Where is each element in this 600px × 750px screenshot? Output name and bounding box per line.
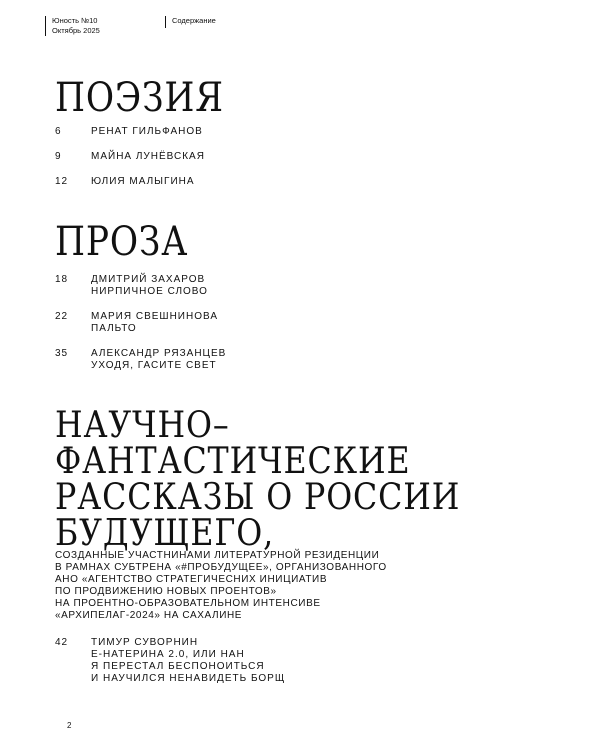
toc-entry[interactable]: [55, 274, 208, 298]
toc-page-number: 12: [55, 176, 69, 187]
scifi-title: [55, 405, 461, 554]
toc-work: Е-НАТЕРИНА 2.0, ИЛИ НАН: [91, 649, 245, 660]
issue-date: Октябрь 2025: [52, 26, 100, 35]
toc-entry[interactable]: [55, 126, 203, 138]
issue-info: [45, 16, 100, 36]
toc-work: УХОДЯ, ГАСИТЕ СВЕТ: [91, 360, 217, 371]
toc-author: АЛЕКСАНДР РЯЗАНЦЕВ: [91, 348, 227, 359]
poetry-title: ПОЭЗИЯ: [55, 75, 224, 121]
toc-page-number: 9: [55, 151, 62, 162]
page-number: 2: [67, 721, 72, 730]
scifi-title-line: РАССКАЗЫ О РОССИИ: [55, 477, 461, 518]
toc-entry[interactable]: [55, 637, 285, 685]
toc-page-number: 6: [55, 126, 62, 137]
toc-work: И НАУЧИЛСЯ НЕНАВИДЕТЬ БОРЩ: [91, 673, 286, 684]
scifi-subtitle: [55, 550, 387, 622]
toc-author: ТИМУР СУВОРНИН: [91, 637, 199, 648]
subtitle-line: ПО ПРОДВИЖЕНИЮ НОВЫХ ПРОЕНТОВ»: [55, 586, 277, 597]
toc-entry[interactable]: [55, 348, 226, 372]
subtitle-line: «АРХИПЕЛАГ-2024» НА САХАЛИНЕ: [55, 610, 243, 621]
toc-author: РЕНАТ ГИЛЬФАНОВ: [91, 126, 203, 137]
issue-label: Юность №10: [52, 16, 98, 25]
toc-work: ПАЛЬТО: [91, 323, 137, 334]
toc-work: Я ПЕРЕСТАЛ БЕСПОНОИТЬСЯ: [91, 661, 265, 672]
toc-author: ДМИТРИЙ ЗАХАРОВ: [91, 274, 206, 285]
subtitle-line: В РАМНАХ СУБТРЕНА «#ПРОБУДУЩЕЕ», ОРГАНИЗОВАННОГО: [55, 562, 387, 573]
toc-entry[interactable]: [55, 151, 205, 163]
toc-entry[interactable]: [55, 311, 218, 335]
toc-author: МАРИЯ СВЕШНИНОВА: [91, 311, 219, 322]
subtitle-line: СОЗДАННЫЕ УЧАСТНИНАМИ ЛИТЕРАТУРНОЙ РЕЗИДЕНЦИИ: [55, 550, 380, 561]
toc-author: ЮЛИЯ МАЛЫГИНА: [91, 176, 195, 187]
toc-page-number: 42: [55, 637, 69, 648]
toc-page-number: 35: [55, 348, 69, 359]
toc-author: МАЙНА ЛУНЁВСКАЯ: [91, 151, 205, 162]
scifi-title-line: ФАНТАСТИЧЕСКИЕ: [55, 441, 411, 482]
toc-page-number: 18: [55, 274, 69, 285]
toc-entry[interactable]: [55, 176, 195, 188]
subtitle-line: АНО «АГЕНТСТВО СТРАТЕГИЧЕСНИХ ИНИЦИАТИВ: [55, 574, 328, 585]
subtitle-line: НА ПРОЕНТНО-ОБРАЗОВАТЕЛЬНОМ ИНТЕНСИВЕ: [55, 598, 321, 609]
scifi-title-line: БУДУЩЕГО,: [55, 513, 275, 554]
toc-page-number: 22: [55, 311, 69, 322]
toc-work: НИРПИЧНОЕ СЛОВО: [91, 286, 208, 297]
section-label-container: [165, 16, 216, 28]
scifi-title-line: НАУЧНО–: [55, 405, 230, 446]
section-label: Содержание: [172, 16, 216, 25]
prose-title: ПРОЗА: [55, 219, 189, 265]
